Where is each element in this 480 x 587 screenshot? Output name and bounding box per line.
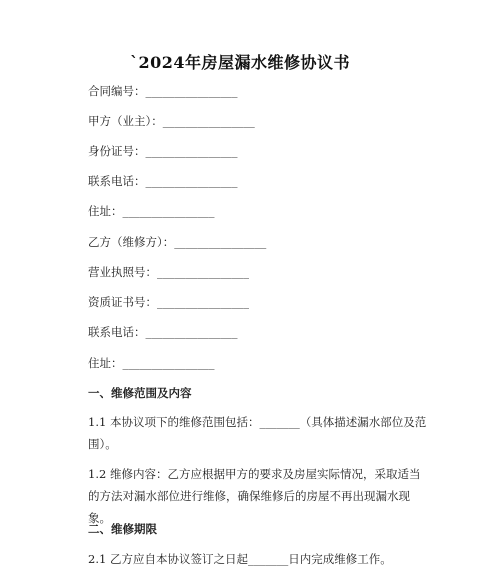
document-title: `2024年房屋漏水维修协议书 <box>129 53 351 72</box>
field-address-a: 住址：________________ <box>88 204 215 218</box>
field-phone-b: 联系电话：________________ <box>88 325 238 339</box>
field-phone-a: 联系电话：________________ <box>88 174 238 188</box>
section1-heading: 一、维修范围及内容 <box>88 386 192 400</box>
section2-paragraph-1: 2.1 乙方应自本协议签订之日起_______日内完成维修工作。 <box>88 552 392 566</box>
field-party-a: 甲方（业主）：________________ <box>88 114 255 128</box>
field-license-number: 营业执照号：________________ <box>88 265 249 279</box>
section1-paragraph-2: 1.2 维修内容：乙方应根据甲方的要求及房屋实际情况，采取适当的方法对漏水部位进行维修，确保维修后的房屋不再出现漏水现象。 <box>88 467 421 525</box>
field-address-b: 住址：________________ <box>88 356 215 370</box>
field-certificate-number: 资质证书号：________________ <box>88 295 249 309</box>
section2-heading: 二、维修期限 <box>88 522 157 536</box>
field-contract-number: 合同编号：________________ <box>88 84 238 98</box>
field-id-number: 身份证号：________________ <box>88 144 238 158</box>
section1-paragraph-1: 1.1 本协议项下的维修范围包括：_______（具体描述漏水部位及范围）。 <box>88 415 427 451</box>
field-party-b: 乙方（维修方）：________________ <box>88 235 267 249</box>
